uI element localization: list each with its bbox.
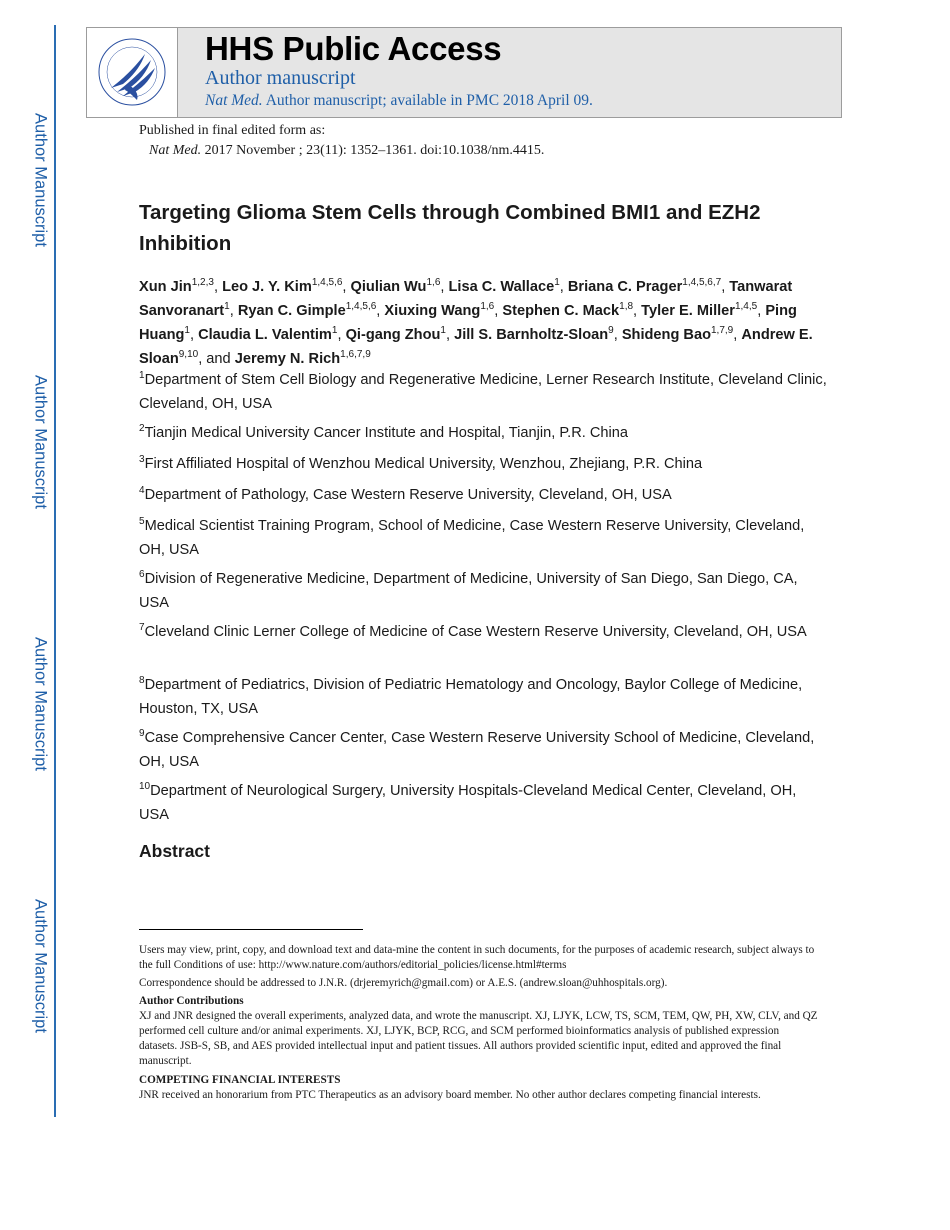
affiliation-superscript: 1,6 <box>480 301 495 312</box>
author-contributions <box>139 994 819 1069</box>
affiliation-superscript: 9,10 <box>178 349 199 360</box>
banner-journal: Nat Med. <box>205 92 263 109</box>
affiliation-number: 3 <box>139 454 145 465</box>
affiliation-superscript: 1 <box>440 325 446 336</box>
banner-subtitle: Author manuscript <box>205 67 356 89</box>
hhs-logo <box>87 28 178 117</box>
author-name: Claudia L. Valentim$^1$ <box>198 325 338 343</box>
affiliation-superscript: 1,8 <box>619 301 634 312</box>
banner-availability <box>205 92 593 110</box>
affiliation-item: $^3$First Affiliated Hospital of Wenzhou Medical University, Wenzhou, Zhejiang, P.R. China <box>139 454 703 472</box>
author-name: Tyler E. Miller$^{1,4,5}$ <box>641 301 758 319</box>
competing-interests-heading: COMPETING FINANCIAL INTERESTS <box>139 1074 341 1086</box>
author-name: Lisa C. Wallace$^1$ <box>448 277 560 295</box>
author-name: Ryan C. Gimple$^{1,4,5,6}$ <box>237 301 377 319</box>
author-list: Xun Jin$^{1,2,3}$, Leo J. Y. Kim$^{1,4,5,6}$, Qiulian Wu$^{1,6}$, Lisa C. Wallace$^1$, Briana C. Prager$^{1,4,5,6,7}$, Tanwarat Sanvoranart$^1$, Ryan C. Gimple$^{1,4,5,6}$, Xiuxing Wang$^{1,6}$, Stephen C. Mack$^{1,8}$, Tyler E. Miller$^{1,4,5}$, Ping Huang$^1$, Claudia L. Valentim$^1$, Qi-gang Zhou$^1$, Jill S. Barnholtz-Sloan$^9$, Shideng Bao$^{1,7,9}$, Andrew E. Sloan$^{9,10}$, and Jeremy N. Rich$^{1,6,7,9}$ <box>139 277 813 367</box>
affiliation-item: $^1$Department of Stem Cell Biology and Regenerative Medicine, Lerner Research Institute, Cleveland Clinic, Cleveland, OH, USA <box>139 370 827 412</box>
author-name: Stephen C. Mack$^{1,8}$ <box>502 301 634 319</box>
published-label: Published in final edited form as: <box>139 123 326 138</box>
competing-interests <box>139 1073 819 1103</box>
hhs-banner <box>86 27 842 118</box>
affiliation-superscript: 1,7,9 <box>711 325 734 336</box>
affiliation-item: $^7$Cleveland Clinic Lerner College of Medicine of Case Western Reserve University, Cleveland, OH, USA <box>139 622 807 640</box>
author-name: Xiuxing Wang$^{1,6}$ <box>384 301 495 319</box>
author-name: Ping Huang$^1$ <box>139 303 797 343</box>
footnote-rule <box>139 929 363 930</box>
affiliation-superscript: 1,4,5 <box>734 301 758 312</box>
hhs-eagle-icon <box>87 28 177 117</box>
affiliation-number: 5 <box>139 516 145 527</box>
footnote-terms: Users may view, print, copy, and download text and data-mine the content in such documents, for the purposes of academic research, subject always to the full Conditions of use: http://www.nature.com/authors/editorial_policies/license.html#terms <box>139 944 815 971</box>
sidebar-rule <box>54 25 56 1117</box>
author-name: Tanwarat Sanvoranart$^1$ <box>139 279 793 319</box>
abstract-heading: Abstract <box>139 841 210 861</box>
affiliation-item: $^{10}$Department of Neurological Surgery, University Hospitals-Cleveland Medical Center, Cleveland, OH, USA <box>139 781 797 823</box>
author-name: Andrew E. Sloan$^{9,10}$ <box>139 327 813 367</box>
affiliation-number: 6 <box>139 569 145 580</box>
affiliation-number: 10 <box>139 781 151 792</box>
affiliation-item: $^2$Tianjin Medical University Cancer Institute and Hospital, Tianjin, P.R. China <box>139 423 629 441</box>
author-name: Xun Jin$^{1,2,3}$ <box>139 277 214 295</box>
author-name: Jeremy N. Rich$^{1,6,7,9}$ <box>234 349 371 367</box>
affiliation-number: 8 <box>139 675 145 686</box>
article-title: Targeting Glioma Stem Cells through Combined BMI1 and EZH2 Inhibition <box>139 201 761 255</box>
affiliation-superscript: 1 <box>554 277 560 288</box>
affiliation-item: $^5$Medical Scientist Training Program, School of Medicine, Case Western Reserve University, Cleveland, OH, USA <box>139 516 805 558</box>
affiliation-superscript: 9 <box>608 325 614 336</box>
banner-availability-text: Author manuscript; available in PMC 2018 April 09. <box>262 92 593 109</box>
affiliation-item: $^4$Department of Pathology, Case Western Reserve University, Cleveland, OH, USA <box>139 485 672 503</box>
author-name: Shideng Bao$^{1,7,9}$ <box>621 325 734 343</box>
affiliation-item: $^6$Division of Regenerative Medicine, Department of Medicine, University of San Diego, San Diego, CA, USA <box>139 569 798 611</box>
affiliation-superscript: 1,4,5,6,7 <box>682 277 722 288</box>
affiliation-superscript: 1,4,5,6 <box>345 301 377 312</box>
published-info <box>139 121 544 161</box>
affiliation-item: $^9$Case Comprehensive Cancer Center, Case Western Reserve University School of Medicine, Cleveland, OH, USA <box>139 728 815 770</box>
affiliation-number: 7 <box>139 622 145 633</box>
affiliation-superscript: 1,6,7,9 <box>340 349 371 360</box>
affiliation-superscript: 1,2,3 <box>191 277 214 288</box>
published-journal: Nat Med. <box>149 143 202 158</box>
competing-interests-text: JNR received an honorarium from PTC Therapeutics as an advisory board member. No other author declares competing financial interests. <box>139 1089 761 1101</box>
affiliation-superscript: 1,4,5,6 <box>311 277 343 288</box>
author-name: Briana C. Prager$^{1,4,5,6,7}$ <box>567 277 722 295</box>
author-contributions-text: XJ and JNR designed the overall experiments, analyzed data, and wrote the manuscript. XJ, LJYK, LCW, TS, SCM, TEM, QW, PH, XW, CLV, and QZ performed cell culture and/or animal experiments. XJ, LJYK, BCP, RCG, and SCM performed bioinformatics analysis of published expression datasets. JSB-S, SB, and AES provided intellectual input and patient tissues. All authors provided scientific input, edited and approved the final manuscript. <box>139 1010 818 1067</box>
affiliation-superscript: 1,6 <box>426 277 441 288</box>
affiliation-superscript: 1 <box>331 325 338 336</box>
affiliation-number: 9 <box>139 728 145 739</box>
affiliation-superscript: 1 <box>224 301 230 312</box>
published-citation: Nat Med. 2017 November ; 23(11): 1352–1361. doi:10.1038/nm.4415. <box>149 143 545 158</box>
affiliation-superscript: 1 <box>184 325 190 336</box>
affiliation-number: 1 <box>139 370 145 381</box>
author-contributions-heading: Author Contributions <box>139 995 244 1007</box>
affiliation-number: 2 <box>139 423 145 434</box>
affiliation-number: 4 <box>139 485 145 496</box>
affiliation-item: $^8$Department of Pediatrics, Division of Pediatric Hematology and Oncology, Baylor College of Medicine, Houston, TX, USA <box>139 675 803 717</box>
author-name: Jill S. Barnholtz-Sloan$^9$ <box>454 325 614 343</box>
footnote-correspondence: Correspondence should be addressed to J.N.R. (drjeremyrich@gmail.com) or A.E.S. (andrew.sloan@uhhospitals.org). <box>139 977 668 989</box>
author-name: Qiulian Wu$^{1,6}$ <box>350 277 441 295</box>
author-name: Qi-gang Zhou$^1$ <box>345 325 446 343</box>
author-name: Leo J. Y. Kim$^{1,4,5,6}$ <box>222 277 343 295</box>
banner-title: HHS Public Access <box>205 30 502 67</box>
